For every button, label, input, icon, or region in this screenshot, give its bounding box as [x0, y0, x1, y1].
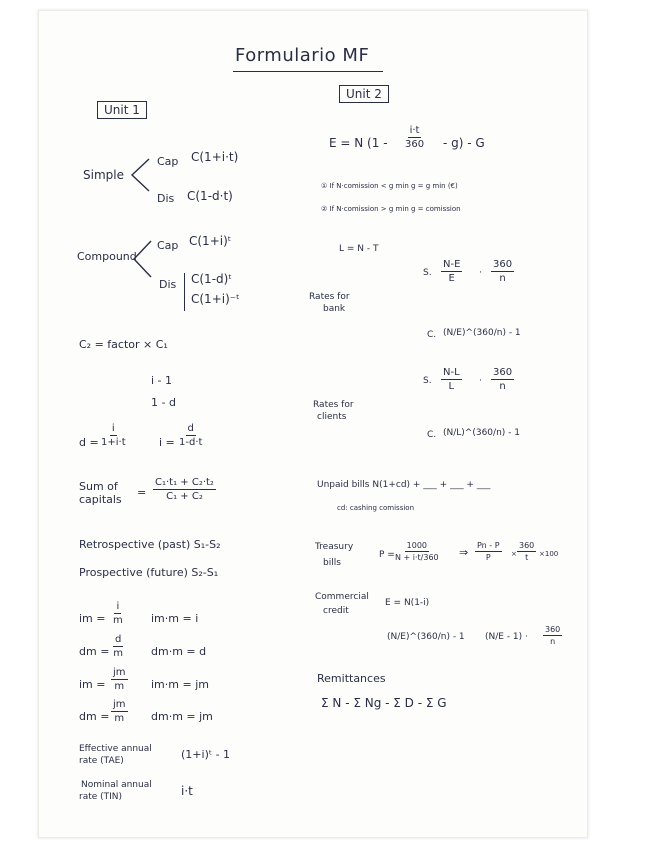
compound-label: Compound: [77, 250, 137, 263]
d-lhs: d =: [79, 436, 99, 449]
i-den: 1-d·t: [179, 437, 203, 448]
condition-1: ① If N·comission < g min g = g min (€): [321, 182, 458, 190]
client-label-1: Rates for: [313, 400, 354, 410]
dm-fraction: [113, 634, 123, 659]
simple-dis-formula: C(1-d·t): [187, 189, 233, 203]
client-s-fraction: [441, 367, 462, 392]
jdm-num: jm: [113, 699, 126, 710]
client-s-fraction-2: [491, 367, 514, 392]
remittances-label: Remittances: [317, 672, 386, 685]
commercial-formula-1: (N/E)^(360/n) - 1: [387, 632, 465, 642]
factor-formula: C₂ = factor × C₁: [79, 338, 168, 351]
treasury-p: P =: [379, 550, 395, 560]
dm-den: m: [113, 648, 124, 659]
im-lhs: im =: [79, 612, 106, 625]
im-fraction: [113, 601, 123, 626]
treasury-fraction-3: [517, 541, 536, 562]
simple-label: Simple: [83, 168, 124, 182]
commercial-eq: E = N(1-i): [385, 598, 430, 608]
bank-c-formula: (N/E)^(360/n) - 1: [443, 328, 521, 338]
cd-note: cd: cashing comission: [337, 504, 414, 512]
bank-s-den: E: [448, 273, 455, 284]
title-underline: [233, 71, 383, 72]
remittances-formula: Σ N - Σ Ng - Σ D - Σ G: [321, 696, 447, 710]
treasury-label-1: Treasury: [315, 542, 354, 552]
client-label-2: clients: [317, 412, 347, 422]
treasury-num: 1000: [406, 541, 427, 550]
sum-num: C₁·t₁ + C₂·t₂: [155, 477, 214, 488]
i-minus-one: i - 1: [151, 374, 173, 387]
commercial-formula-2: (N/E - 1) ·: [485, 632, 528, 642]
d-fraction: [101, 423, 126, 448]
formula-sheet: [38, 10, 588, 838]
jm-den: m: [114, 681, 125, 692]
treasury-den2: P: [485, 553, 491, 562]
commercial-num: 360: [545, 625, 561, 634]
treasury-mid: ×: [511, 550, 517, 558]
simple-cap-formula: C(1+i·t): [191, 150, 239, 164]
sum-eq: =: [137, 486, 147, 499]
compound-cap-key: Cap: [157, 239, 179, 252]
prospective: Prospective (future) S₂-S₁: [79, 566, 219, 579]
bank-s-fraction: [441, 259, 462, 284]
bank-s-num2: 360: [493, 259, 513, 270]
sum-fraction: [153, 477, 216, 502]
treasury-arrow: ⇒: [459, 546, 469, 559]
i-lhs: i =: [159, 436, 175, 449]
tin-formula: i·t: [181, 784, 193, 798]
page-title: Formulario MF: [235, 45, 370, 66]
bank-s-fraction-2: [491, 259, 514, 284]
commercial-label-1: Commercial: [315, 592, 369, 602]
simple-dis-key: Dis: [157, 192, 175, 205]
i-fraction: [179, 423, 202, 448]
compound-dis-bar: [184, 273, 185, 311]
dm-lhs: dm =: [79, 645, 110, 658]
e-rhs: - g) - G: [443, 136, 485, 150]
compound-brace: [131, 239, 153, 279]
bank-s-key: S.: [423, 268, 432, 278]
treasury-label-2: bills: [323, 558, 341, 568]
treasury-num2: Pn - P: [477, 541, 500, 550]
client-s-den2: n: [499, 381, 506, 392]
client-s-key: S.: [423, 376, 432, 386]
bank-s-num: N-E: [443, 259, 461, 270]
l-equation: L = N - T: [339, 244, 379, 254]
retrospective: Retrospective (past) S₁-S₂: [79, 538, 221, 551]
jm-fraction: [111, 667, 128, 692]
im-num: i: [116, 601, 120, 612]
compound-cap-formula: C(1+i)ᵗ: [189, 234, 232, 248]
e-den: 360: [405, 139, 425, 150]
treasury-num3: 360: [519, 541, 535, 550]
tae-formula: (1+i)ᵗ - 1: [181, 748, 231, 761]
sum-label-2: capitals: [79, 493, 122, 506]
client-s-num: N-L: [443, 367, 460, 378]
bank-s-den2: n: [499, 273, 506, 284]
commercial-den: n: [550, 637, 556, 646]
jdm-den: m: [114, 713, 125, 724]
treasury-den3: t: [525, 553, 529, 562]
compound-dis-key: Dis: [159, 278, 177, 291]
sum-label-1: Sum of: [79, 480, 118, 493]
simple-cap-key: Cap: [157, 155, 179, 168]
jdm-fraction: [111, 699, 128, 724]
commercial-fraction: [543, 625, 562, 646]
d-den: 1+i·t: [101, 437, 126, 448]
client-c-key: C.: [427, 430, 437, 440]
compound-dis-formula-2: C(1+i)⁻ᵗ: [191, 292, 240, 306]
client-s-den: L: [448, 381, 455, 392]
im-rhs: im·m = i: [151, 612, 199, 625]
simple-brace: [129, 157, 151, 193]
bank-label-2: bank: [323, 304, 346, 314]
jdm-rhs: dm·m = jm: [151, 710, 213, 723]
sum-den: C₁ + C₂: [166, 491, 203, 502]
dm-rhs: dm·m = d: [151, 645, 207, 658]
jm-num: jm: [113, 667, 126, 678]
jm-rhs: im·m = jm: [151, 678, 209, 691]
tin-label-1: Nominal annual: [81, 780, 152, 790]
treasury-fraction: [395, 541, 439, 562]
unpaid-bills: Unpaid bills N(1+cd) + ___ + ___ + ___: [317, 480, 491, 490]
one-minus-d: 1 - d: [151, 396, 176, 409]
jm-lhs: im =: [79, 678, 106, 691]
dm-num: d: [115, 634, 122, 645]
e-lhs: E = N (1 -: [329, 136, 388, 150]
unit1-heading: Unit 1: [97, 101, 147, 119]
bank-label-1: Rates for: [309, 292, 350, 302]
treasury-end: ×100: [539, 550, 559, 558]
e-fraction: [405, 125, 424, 150]
bank-s-mid: ·: [479, 268, 482, 278]
i-num: d: [187, 423, 194, 434]
d-num: i: [111, 423, 115, 434]
client-s-mid: ·: [479, 376, 482, 386]
commercial-label-2: credit: [323, 606, 349, 616]
treasury-fraction-2: [475, 541, 502, 562]
e-num: i·t: [409, 125, 420, 136]
tin-label-2: rate (TIN): [79, 792, 123, 802]
im-den: m: [113, 615, 123, 626]
jdm-lhs: dm =: [79, 710, 110, 723]
unit2-heading: Unit 2: [339, 85, 389, 103]
condition-2: ② If N·comission > g min g = comission: [321, 205, 461, 213]
client-c-formula: (N/L)^(360/n) - 1: [443, 428, 520, 438]
compound-dis-formula-1: C(1-d)ᵗ: [191, 272, 232, 286]
tae-label-1: Effective annual: [79, 744, 152, 754]
client-s-num2: 360: [493, 367, 513, 378]
bank-c-key: C.: [427, 330, 437, 340]
tae-label-2: rate (TAE): [79, 756, 124, 766]
treasury-den: N + i·t/360: [395, 553, 439, 562]
